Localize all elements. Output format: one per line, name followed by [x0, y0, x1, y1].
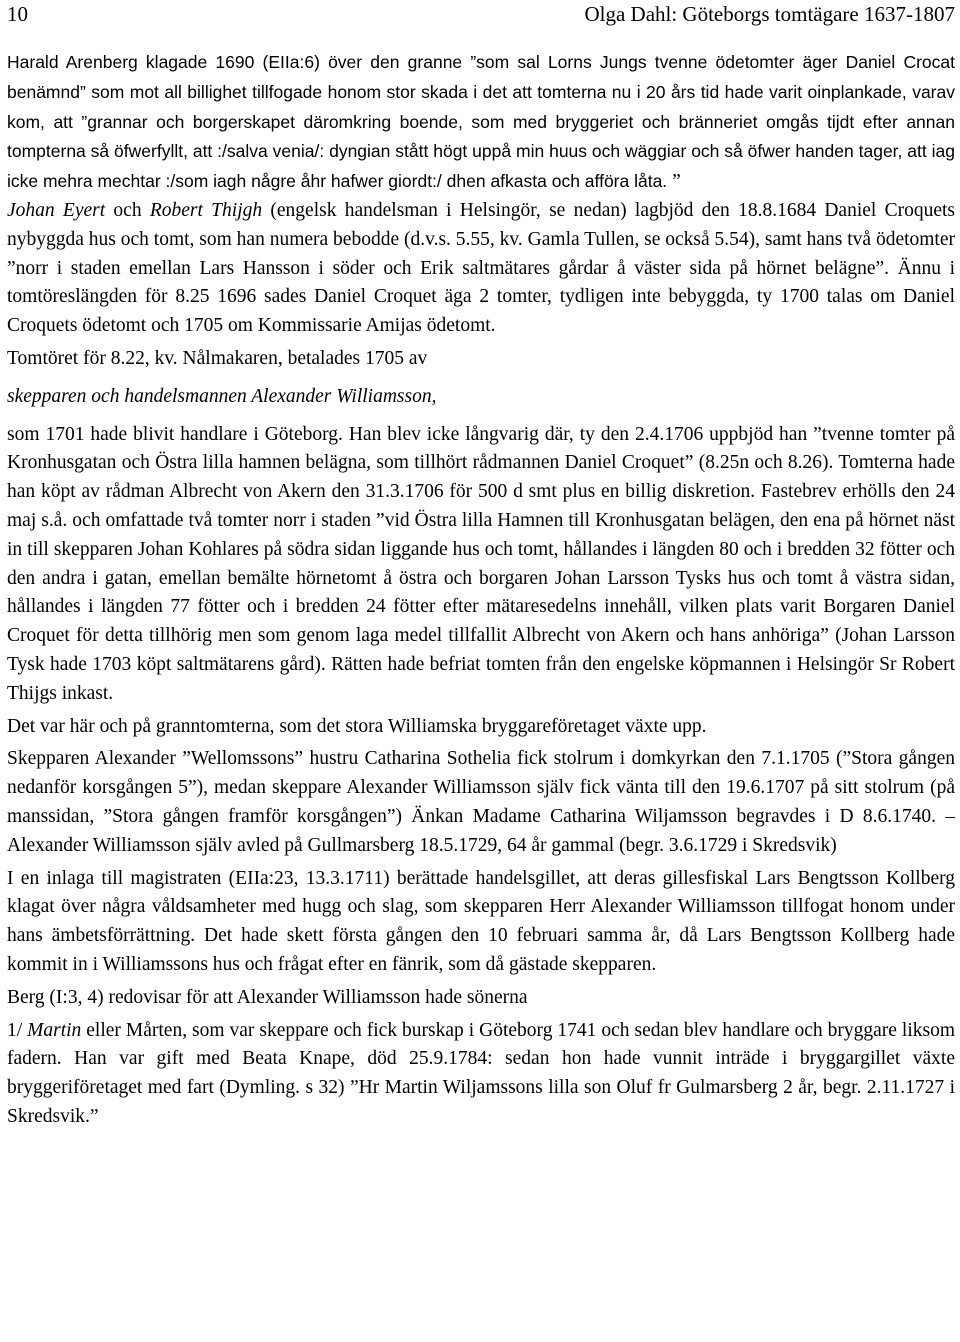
- page-number: 10: [7, 2, 28, 26]
- paragraph-tomtoret: Tomtöret för 8.22, kv. Nålmakaren, betalades 1705 av: [7, 347, 428, 369]
- page-header: [7, 0, 955, 32]
- person-name-martin: Martin: [27, 1019, 82, 1041]
- closing-quote: ”: [667, 171, 681, 193]
- paragraph-handelsgillet: I en inlaga till magistraten (EIIa:23, 13.3.1711) berättade handelsgillet, att deras gillesfiskal Lars Bengtsson Kollberg klagat över några våldsamheter med hugg och slag, som skepparen Herr Alexander Williamsson tillfogat honom under hans ämbetsförrättning. Det hade skett första gången den 10 februari samma år, då Lars Bengtsson Kollberg hade kommit in i Williamssons hus och frågat efter en fänrik, som då gästade skepparen.: [7, 867, 955, 975]
- paragraph-brewery: Det var här och på granntomterna, som det stora Williamska bryggareföretaget växte upp.: [7, 715, 707, 737]
- paragraph-arenberg-complaint: [7, 48, 955, 197]
- document-page: [7, 0, 955, 1132]
- running-title: Olga Dahl: Göteborgs tomtägare 1637-1807: [584, 2, 955, 26]
- paragraph-williamsson-purchase: som 1701 hade blivit handlare i Göteborg. Han blev icke långvarig där, ty den 2.4.1706 uppbjöd han ”tvenne tomter på Kronhusgatan och Östra lilla hamnen belägna, som tillhört rådmannen Daniel Croquet” (8.25n och 8.26). Tomterna hade han köpt av rådman Albrecht von Akern den 31.3.1706 för 500 d smt plus en billig diskretion. Fastebrev erhölls den 24 maj s.å. och omfattade två tomter norr i staden ”vid Östra lilla Hamnen till Kronhusgatan belägen, den ena på hörnet näst in till skepparen Johan Kohlares på södra sidan liggande hus och tomt, hållandes i längden 80 och i bredden 32 fötter och den andra i gatan, emellan bemälte hörnetomt å östra och borgaren Johan Larsson Tysks hus och tomt å västra sidan, hållandes i längden 77 fötter och i bredden 24 fötter efter mätaresedelns innehåll, vilken plats varit Borgaren Daniel Croquet för detta tillhörig men som genom laga medel tillfallit Albrecht von Akern och hans anhöriga” (Johan Larsson Tysk hade 1703 köpt saltmätarens gård). Rätten hade befriat tomten från den engelske köpmannen i Helsingör Sr Robert Thijgs inkast.: [7, 423, 955, 704]
- paragraph-eyert-thijgh: Johan Eyert och Robert Thijgh (engelsk handelsman i Helsingör, se nedan) lagbjöd den 18.8.1684 Daniel Croquets nybyggda hus och tomt, som han numera bebodde (d.v.s. 5.55, kv. Gamla Tullen, se också 5.54), samt hans två ödetomter ”norr i staden emellan Lars Hansson i söder och Erik saltmätares gårdar å väster sida på hörnet belägne”. Ännu i tomtöreslängden för 8.25 1696 sades Daniel Croquet äga 2 tomter, tydligen inte bebyggda, ty 1700 talas om Daniel Croquets ödetomt och 1705 om Kommissarie Amijas ödetomt.: [7, 199, 955, 337]
- person-name-johan-eyert: Johan Eyert: [7, 199, 106, 221]
- paragraph-martin: 1/ Martin eller Mårten, som var skeppare och fick burskap i Göteborg 1741 och sedan blev handlare och bryggare liksom fadern. Han var gift med Beata Knape, död 25.9.1784: sedan hon hade vunnit inträde i bryggargillet växte bryggeriföretaget med fart (Dymling. s 32) ”Hr Martin Wiljamssons lilla son Oluf fr Gulmarsberg 2 år, begr. 2.11.1727 i Skredsvik.”: [7, 1019, 955, 1127]
- quoted-complaint-text: Harald Arenberg klagade 1690 (EIIa:6) över den granne ”som sal Lorns Jungs tvenne ödetomter äger Daniel Crocat benämnd” som mot all billighet tillfogade honom stor skada i det att tomterna nu i 20 års tid hade varit oinplankade, varav kom, att ”grannar och borgerskapet däromkring boende, som med bryggeriet och bränneriet omgås tijdt efter annan tompterna så öfwerfyllt, att :/salva venia/: dyngian stått högt uppå min huus och wäggiar och så öfwer handen tager, att iag icke mehra mechtar :/som iagh någre åhr hafwer giordt:/ dhen afkasta och afföra låta.: [7, 52, 955, 192]
- paragraph-berg-sons: Berg (I:3, 4) redovisar för att Alexander Williamsson hade sönerna: [7, 986, 528, 1008]
- person-name-robert-thijgh: Robert Thijgh: [149, 199, 263, 221]
- section-heading-alexander-williamsson: skepparen och handelsmannen Alexander Williamsson,: [7, 385, 437, 407]
- paragraph-stolrum: Skepparen Alexander ”Wellomssons” hustru Catharina Sothelia fick stolrum i domkyrkan den 7.1.1705 (”Stora gången nedanför korsgången 5”), medan skeppare Alexander Williamsson själv fick vänta till den 19.6.1707 på sitt stolrum (på manssidan, ”Stora gången framför korsgången”) Änkan Madame Catharina Wiljamsson begravdes i D 8.6.1740. – Alexander Williamsson själv avled på Gullmarsberg 18.5.1729, 64 år gammal (begr. 3.6.1729 i Skredsvik): [7, 748, 955, 856]
